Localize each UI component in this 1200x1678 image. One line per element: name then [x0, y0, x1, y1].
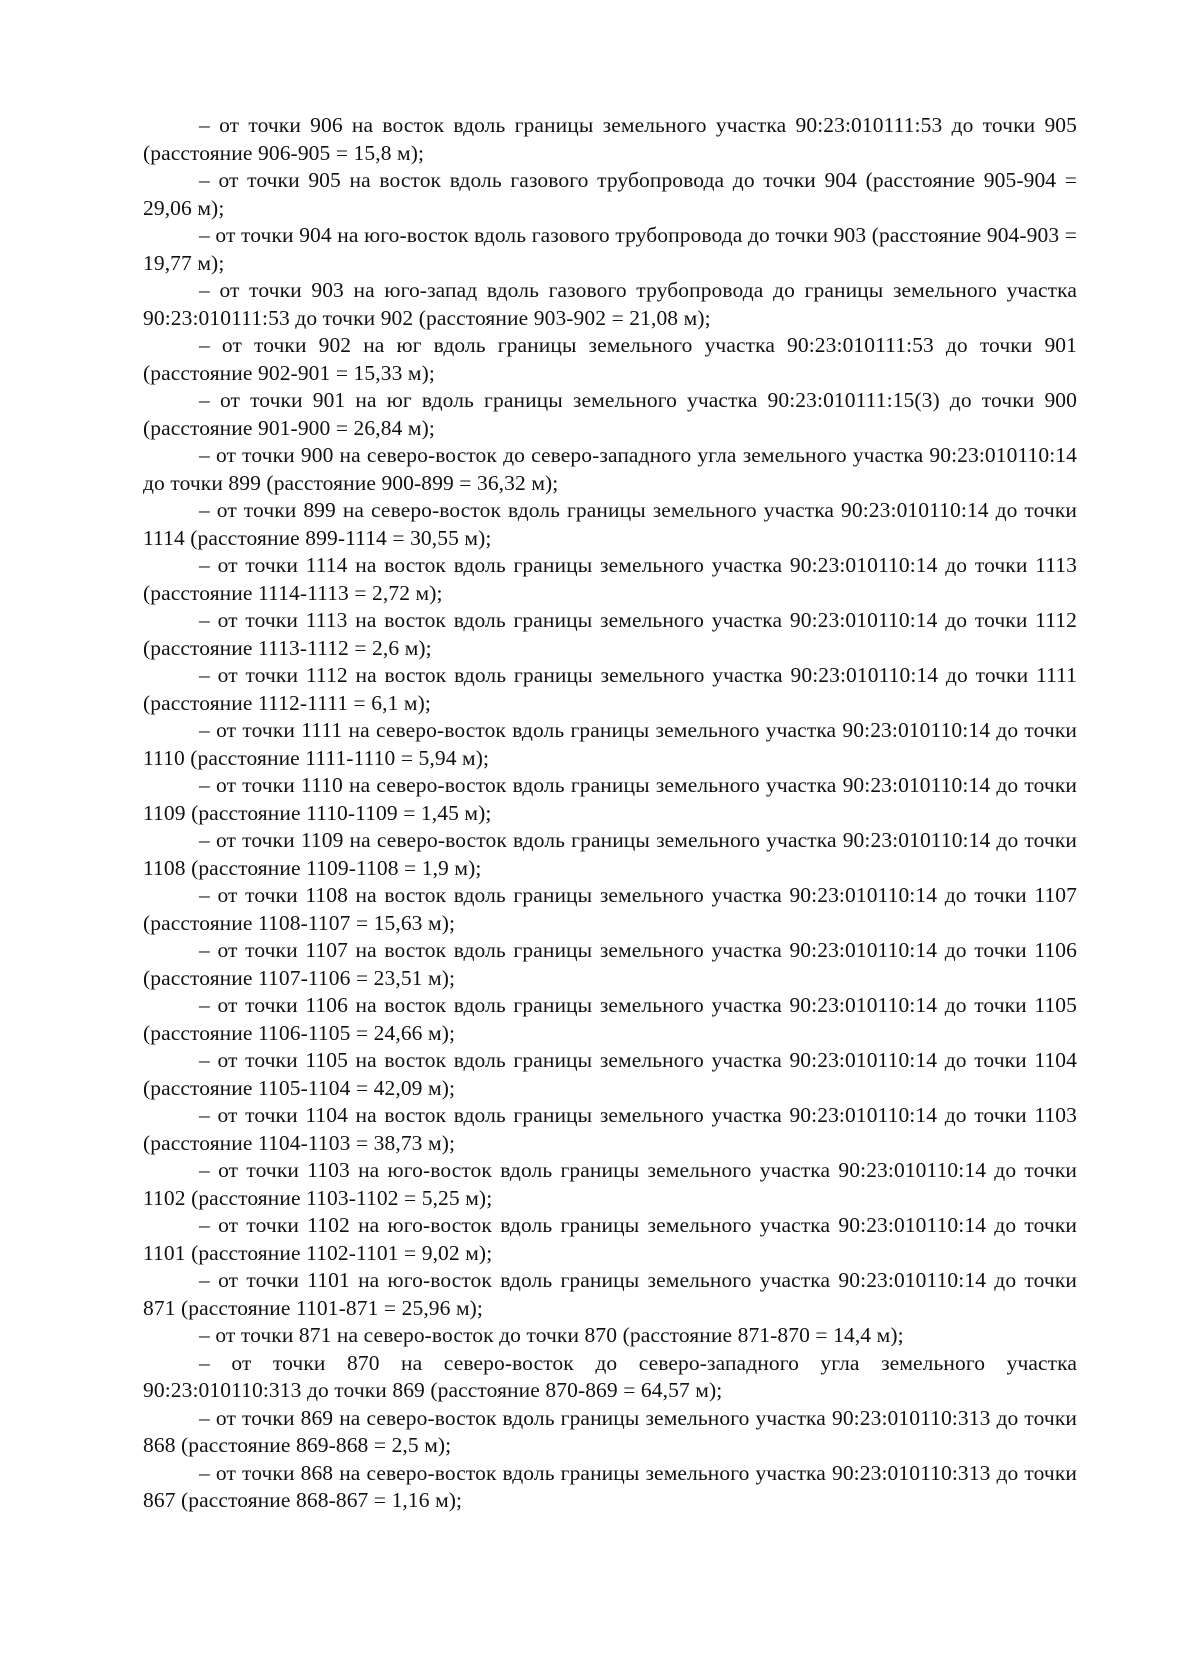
paragraph: – от точки 1105 на восток вдоль границы земельного участка 90:23:010110:14 до точки 1104 (расстояние 1105-1104 = 42,09 м);: [143, 1048, 1077, 1100]
paragraph: – от точки 1104 на восток вдоль границы земельного участка 90:23:010110:14 до точки 1103 (расстояние 1104-1103 = 38,73 м);: [143, 1103, 1077, 1155]
paragraph: – от точки 870 на северо-восток до северо-западного угла земельного участка 90:23:010110:313 до точки 869 (расстояние 870-869 = 64,57 м);: [143, 1350, 1077, 1402]
paragraph: – от точки 905 на восток вдоль газового трубопровода до точки 904 (расстояние 905-904 = 29,06 м);: [143, 168, 1077, 220]
paragraph: – от точки 1103 на юго-восток вдоль границы земельного участка 90:23:010110:14 до точки 1102 (расстояние 1103-1102 = 5,25 м);: [143, 1158, 1077, 1210]
paragraph: – от точки 906 на восток вдоль границы земельного участка 90:23:010111:53 до точки 905 (расстояние 906-905 = 15,8 м);: [143, 113, 1077, 165]
paragraph: – от точки 904 на юго-восток вдоль газового трубопровода до точки 903 (расстояние 904-903 = 19,77 м);: [143, 223, 1077, 275]
paragraph: – от точки 901 на юг вдоль границы земельного участка 90:23:010111:15(3) до точки 900 (расстояние 901-900 = 26,84 м);: [143, 388, 1077, 440]
paragraph: – от точки 1108 на восток вдоль границы земельного участка 90:23:010110:14 до точки 1107 (расстояние 1108-1107 = 15,63 м);: [143, 883, 1077, 935]
paragraph: – от точки 1102 на юго-восток вдоль границы земельного участка 90:23:010110:14 до точки 1101 (расстояние 1102-1101 = 9,02 м);: [143, 1213, 1077, 1265]
paragraph: – от точки 868 на северо-восток вдоль границы земельного участка 90:23:010110:313 до точки 867 (расстояние 868-867 = 1,16 м);: [143, 1460, 1077, 1512]
paragraph: – от точки 1112 на восток вдоль границы земельного участка 90:23:010110:14 до точки 1111 (расстояние 1112-1111 = 6,1 м);: [143, 663, 1077, 715]
paragraph: – от точки 900 на северо-восток до северо-западного угла земельного участка 90:23:010110:14 до точки 899 (расстояние 900-899 = 36,32 м);: [143, 443, 1077, 495]
paragraph: – от точки 1110 на северо-восток вдоль границы земельного участка 90:23:010110:14 до точки 1109 (расстояние 1110-1109 = 1,45 м);: [143, 773, 1077, 825]
paragraph: – от точки 1109 на северо-восток вдоль границы земельного участка 90:23:010110:14 до точки 1108 (расстояние 1109-1108 = 1,9 м);: [143, 828, 1077, 880]
paragraph: – от точки 871 на северо-восток до точки 870 (расстояние 871-870 = 14,4 м);: [199, 1323, 904, 1347]
paragraph: – от точки 903 на юго-запад вдоль газового трубопровода до границы земельного участка 90:23:010111:53 до точки 902 (расстояние 903-902 = 21,08 м);: [143, 278, 1077, 330]
paragraph: – от точки 1111 на северо-восток вдоль границы земельного участка 90:23:010110:14 до точки 1110 (расстояние 1111-1110 = 5,94 м);: [143, 718, 1077, 770]
paragraph: – от точки 902 на юг вдоль границы земельного участка 90:23:010111:53 до точки 901 (расстояние 902-901 = 15,33 м);: [143, 333, 1077, 385]
paragraph: – от точки 1107 на восток вдоль границы земельного участка 90:23:010110:14 до точки 1106 (расстояние 1107-1106 = 23,51 м);: [143, 938, 1077, 990]
paragraph: – от точки 899 на северо-восток вдоль границы земельного участка 90:23:010110:14 до точки 1114 (расстояние 899-1114 = 30,55 м);: [143, 498, 1077, 550]
paragraph: – от точки 1113 на восток вдоль границы земельного участка 90:23:010110:14 до точки 1112 (расстояние 1113-1112 = 2,6 м);: [143, 608, 1077, 660]
document-body: [143, 112, 1077, 1515]
paragraph: – от точки 1101 на юго-восток вдоль границы земельного участка 90:23:010110:14 до точки 871 (расстояние 1101-871 = 25,96 м);: [143, 1268, 1077, 1320]
paragraph: – от точки 1106 на восток вдоль границы земельного участка 90:23:010110:14 до точки 1105 (расстояние 1106-1105 = 24,66 м);: [143, 993, 1077, 1045]
paragraph: – от точки 869 на северо-восток вдоль границы земельного участка 90:23:010110:313 до точки 868 (расстояние 869-868 = 2,5 м);: [143, 1405, 1077, 1457]
paragraph: – от точки 1114 на восток вдоль границы земельного участка 90:23:010110:14 до точки 1113 (расстояние 1114-1113 = 2,72 м);: [143, 553, 1077, 605]
